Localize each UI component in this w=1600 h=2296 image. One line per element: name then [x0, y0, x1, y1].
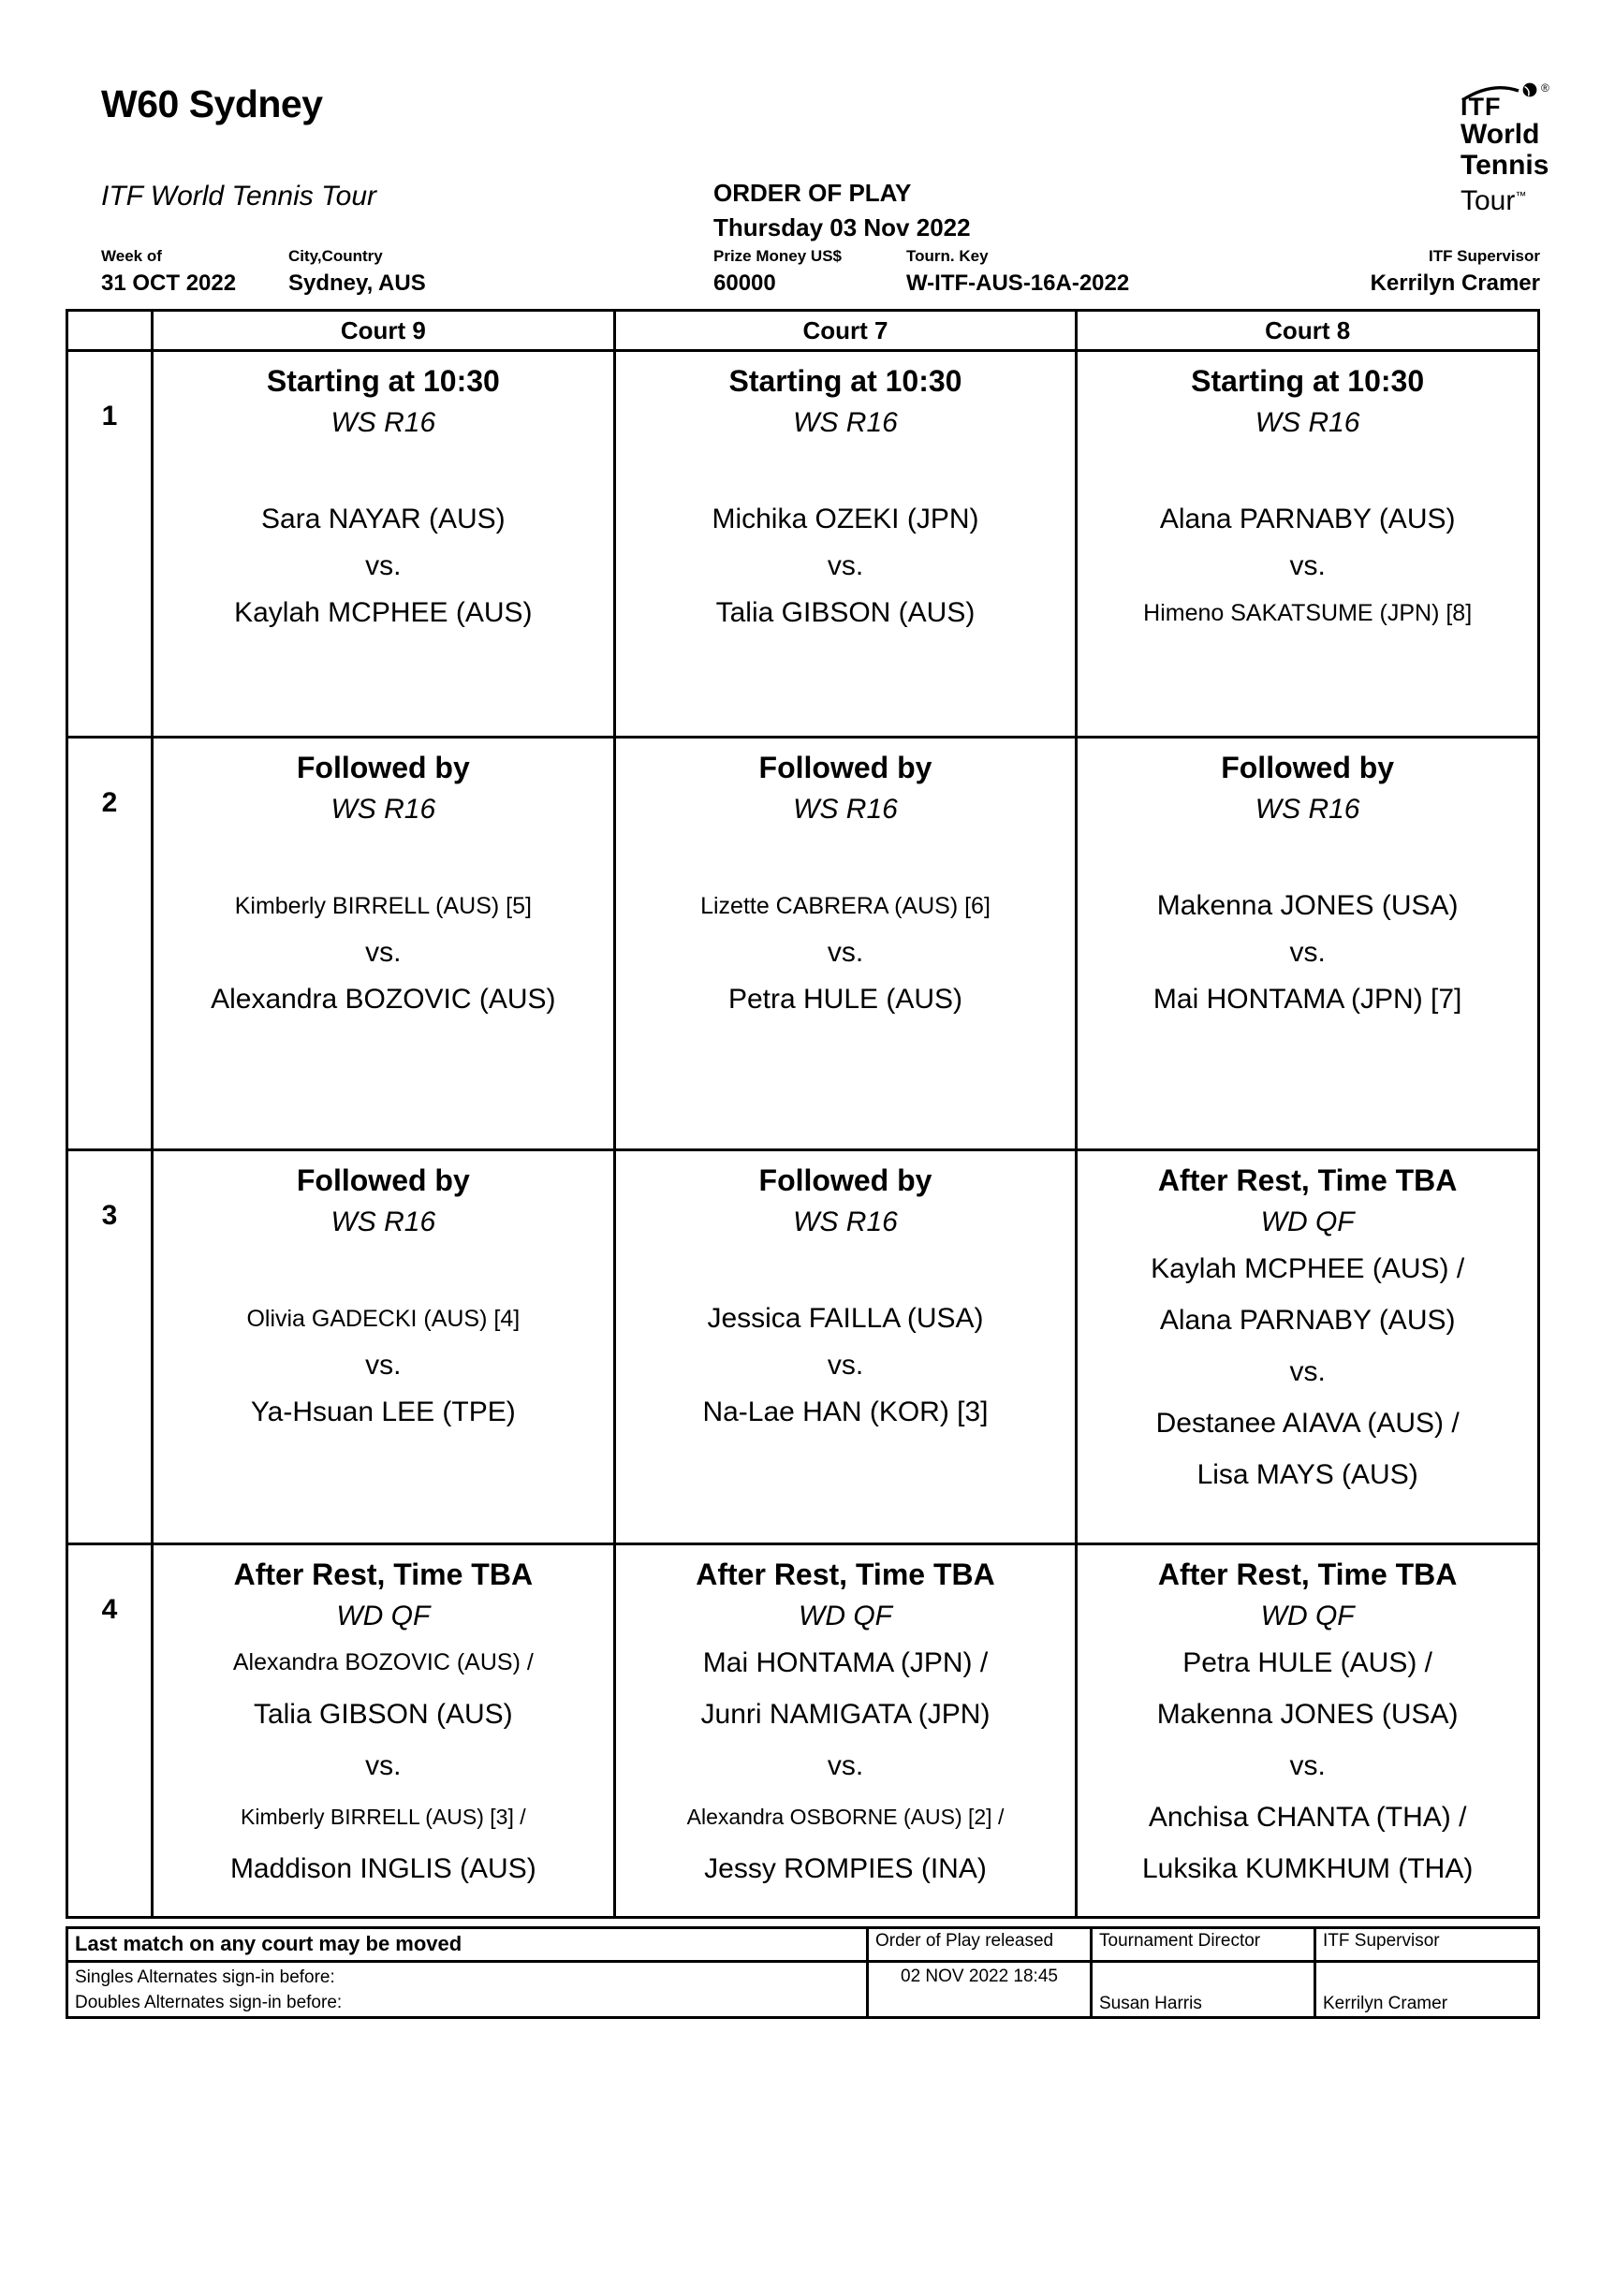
- logo-itf-text: ITF: [1461, 93, 1502, 121]
- vs-label: vs.: [365, 937, 402, 968]
- match-cell: [1078, 739, 1537, 1148]
- player-line: Sara NAYAR (AUS): [261, 504, 506, 534]
- schedule-grid: [66, 309, 1540, 1919]
- footer-supervisor-value: Kerrilyn Cramer: [1316, 1963, 1537, 2016]
- match-cell: [154, 1151, 613, 1543]
- player-line: Na-Lae HAN (KOR) [3]: [702, 1397, 989, 1427]
- tourn-key-block: [906, 247, 1129, 298]
- match-time: Followed by: [1221, 751, 1395, 784]
- player-line: Jessica FAILLA (USA): [707, 1303, 984, 1334]
- prize-block: [713, 247, 842, 298]
- player-line: Petra HULE (AUS) /: [1182, 1647, 1433, 1678]
- director-label: Tournament Director: [1093, 1929, 1314, 1960]
- match-round: WD QF: [1260, 1206, 1355, 1237]
- city-label: City,Country: [288, 247, 383, 265]
- schedule-corner-cell: [68, 312, 151, 349]
- player-line: Makenna JONES (USA): [1156, 1699, 1459, 1730]
- player-line: Mai HONTAMA (JPN) [7]: [1152, 984, 1462, 1015]
- player-line: Kimberly BIRRELL (AUS) [5]: [234, 893, 532, 919]
- itf-world-tennis-tour-logo: [1461, 80, 1592, 216]
- match-spacer: [616, 830, 1076, 883]
- order-of-play-heading: ORDER OF PLAY: [713, 179, 912, 207]
- match-cell: [1078, 1151, 1537, 1543]
- player-line: Mai HONTAMA (JPN) /: [702, 1647, 989, 1678]
- court-header-1: Court 9: [154, 312, 613, 349]
- row-number: 4: [68, 1545, 151, 1916]
- match-round: WD QF: [1260, 1601, 1355, 1631]
- player-line: Junri NAMIGATA (JPN): [700, 1699, 991, 1730]
- vs-label: vs.: [365, 550, 402, 581]
- match-round: WS R16: [793, 794, 898, 825]
- match-spacer: [1078, 444, 1537, 496]
- match-cell: [616, 1151, 1076, 1543]
- match-time: Starting at 10:30: [266, 364, 500, 398]
- player-line: Talia GIBSON (AUS): [253, 1699, 513, 1730]
- match-round: WD QF: [799, 1601, 892, 1631]
- tourn-key-value: W-ITF-AUS-16A-2022: [906, 271, 1130, 296]
- player-line: Olivia GADECKI (AUS) [4]: [246, 1306, 521, 1332]
- match-round: WS R16: [330, 794, 436, 825]
- supervisor-value: Kerrilyn Cramer: [1370, 271, 1540, 296]
- prize-label: Prize Money US$: [713, 247, 842, 265]
- vs-label: vs.: [827, 550, 864, 581]
- player-line: Kimberly BIRRELL (AUS) [3] /: [241, 1805, 526, 1829]
- match-round: WS R16: [1255, 794, 1360, 825]
- match-spacer: [616, 1243, 1076, 1295]
- player-line: Kaylah MCPHEE (AUS): [234, 597, 533, 628]
- match-spacer: [154, 1243, 613, 1295]
- city-block: [288, 247, 426, 298]
- court-header-2: Court 7: [616, 312, 1076, 349]
- tourn-key-label: Tourn. Key: [906, 247, 989, 265]
- week-of-block: [101, 247, 236, 298]
- footer-table: [66, 1926, 1540, 2019]
- match-spacer: [154, 830, 613, 883]
- player-line: Himeno SAKATSUME (JPN) [8]: [1143, 600, 1473, 626]
- player-line: Talia GIBSON (AUS): [715, 597, 976, 628]
- prize-value: 60000: [713, 271, 776, 296]
- city-value: Sydney, AUS: [288, 271, 426, 296]
- match-cell: [1078, 352, 1537, 736]
- logo-world-text: World: [1461, 119, 1540, 150]
- match-round: WS R16: [793, 407, 898, 438]
- player-line: Alexandra BOZOVIC (AUS) /: [232, 1649, 534, 1675]
- logo-tennis-text: Tennis: [1461, 150, 1549, 181]
- singles-signin: Singles Alternates sign-in before:: [75, 1967, 335, 1987]
- tour-name: ITF World Tennis Tour: [101, 181, 377, 212]
- match-round: WS R16: [793, 1206, 898, 1237]
- order-of-play-block: [713, 176, 971, 245]
- player-line: Lizette CABRERA (AUS) [6]: [700, 893, 991, 919]
- player-line: Destanee AIAVA (AUS) /: [1155, 1408, 1460, 1439]
- week-of-label: Week of: [101, 247, 162, 265]
- supervisor-block: [1371, 247, 1540, 298]
- doubles-signin: Doubles Alternates sign-in before:: [75, 1993, 343, 2012]
- registered-mark: ®: [1541, 81, 1549, 95]
- match-time: Starting at 10:30: [728, 364, 962, 398]
- released-value: 02 NOV 2022 18:45: [869, 1963, 1090, 2016]
- match-time: After Rest, Time TBA: [233, 1557, 534, 1591]
- footer-supervisor-label: ITF Supervisor: [1316, 1929, 1537, 1960]
- match-time: Starting at 10:30: [1191, 364, 1425, 398]
- week-of-value: 31 OCT 2022: [101, 271, 237, 296]
- player-line: Alexandra OSBORNE (AUS) [2] /: [686, 1805, 1005, 1829]
- player-line: Anchisa CHANTA (THA) /: [1148, 1802, 1467, 1833]
- player-line: Ya-Hsuan LEE (TPE): [250, 1397, 516, 1427]
- row-number: 1: [68, 352, 151, 736]
- match-cell: [616, 352, 1076, 736]
- match-round: WD QF: [336, 1601, 431, 1631]
- trademark-mark: ™: [1515, 189, 1527, 202]
- player-line: Luksika KUMKHUM (THA): [1141, 1853, 1474, 1884]
- director-value: Susan Harris: [1093, 1963, 1314, 2016]
- match-cell: [154, 739, 613, 1148]
- match-round: WS R16: [330, 407, 436, 438]
- match-cell: [616, 739, 1076, 1148]
- match-round: WS R16: [330, 1206, 436, 1237]
- vs-label: vs.: [1289, 1356, 1326, 1387]
- match-cell: [616, 1545, 1076, 1916]
- player-line: Alana PARNABY (AUS): [1159, 1305, 1456, 1336]
- match-time: After Rest, Time TBA: [1157, 1557, 1458, 1591]
- vs-label: vs.: [1289, 550, 1326, 581]
- row-number: 3: [68, 1151, 151, 1543]
- last-match-note: Last match on any court may be moved: [68, 1929, 866, 1960]
- match-spacer: [616, 444, 1076, 496]
- match-time: Followed by: [296, 751, 470, 784]
- player-line: Petra HULE (AUS): [727, 984, 963, 1015]
- match-time: After Rest, Time TBA: [1157, 1163, 1458, 1197]
- player-line: Lisa MAYS (AUS): [1196, 1459, 1418, 1490]
- supervisor-label: ITF Supervisor: [1428, 247, 1540, 265]
- vs-label: vs.: [365, 1750, 402, 1781]
- vs-label: vs.: [827, 1750, 864, 1781]
- court-header-3: Court 8: [1078, 312, 1537, 349]
- play-date: Thursday 03 Nov 2022: [713, 213, 971, 241]
- match-round: WS R16: [1255, 407, 1360, 438]
- match-cell: [154, 352, 613, 736]
- logo-tour-text: Tour™: [1461, 185, 1527, 216]
- player-line: Alexandra BOZOVIC (AUS): [211, 984, 556, 1015]
- vs-label: vs.: [1289, 1750, 1326, 1781]
- match-time: Followed by: [758, 751, 932, 784]
- player-line: Alana PARNABY (AUS): [1159, 504, 1456, 534]
- match-spacer: [154, 444, 613, 496]
- vs-label: vs.: [827, 937, 864, 968]
- player-line: Jessy ROMPIES (INA): [704, 1853, 987, 1884]
- player-line: Makenna JONES (USA): [1156, 890, 1459, 921]
- signin-cell: [68, 1963, 866, 2016]
- vs-label: vs.: [1289, 937, 1326, 968]
- match-time: Followed by: [296, 1163, 470, 1197]
- player-line: Michika OZEKI (JPN): [712, 504, 979, 534]
- match-time: After Rest, Time TBA: [696, 1557, 995, 1591]
- match-cell: [1078, 1545, 1537, 1916]
- match-time: Followed by: [758, 1163, 932, 1197]
- released-label: Order of Play released: [869, 1929, 1090, 1960]
- match-spacer: [1078, 830, 1537, 883]
- tournament-title: W60 Sydney: [101, 82, 323, 125]
- match-cell: [154, 1545, 613, 1916]
- vs-label: vs.: [827, 1350, 864, 1381]
- vs-label: vs.: [365, 1350, 402, 1381]
- player-line: Kaylah MCPHEE (AUS) /: [1151, 1253, 1465, 1284]
- row-number: 2: [68, 739, 151, 1148]
- player-line: Maddison INGLIS (AUS): [229, 1853, 536, 1884]
